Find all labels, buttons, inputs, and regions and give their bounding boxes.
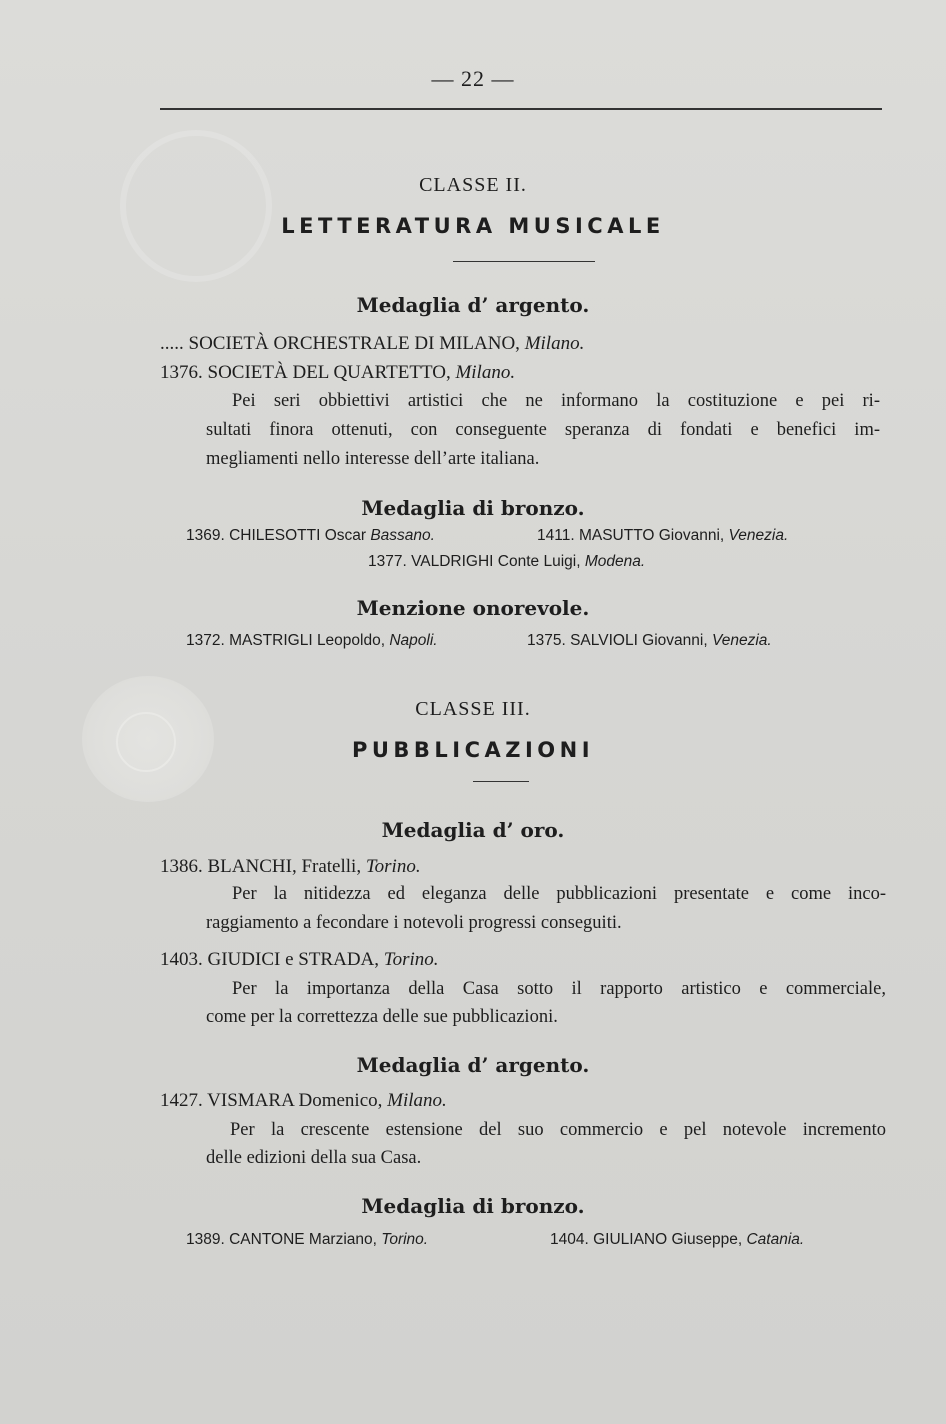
entry-text: 1375. SALVIOLI Giovanni,	[527, 632, 708, 649]
entry-city: Torino.	[381, 1231, 429, 1248]
entry-city: Bassano.	[370, 527, 435, 544]
entry-name: SOCIETÀ DEL QUARTETTO,	[207, 362, 451, 383]
entry-text: 1389. CANTONE Marziano,	[186, 1231, 377, 1248]
entry-city: Venezia.	[711, 632, 772, 649]
entry-name: BLANCHI, Fratelli,	[207, 856, 362, 877]
class-ii-bronze-heading: Medaglia di bronzo.	[361, 496, 585, 520]
entry-city: Milano.	[524, 333, 585, 354]
entry-city: Milano.	[387, 1090, 447, 1111]
entry-city: Modena.	[584, 553, 646, 570]
class-ii-silver-motivation-line-3: megliamenti nello interesse dell’arte italiana.	[206, 449, 540, 469]
class-ii-bronze-entry-3	[368, 553, 645, 571]
class-ii-title: LETTERATURA MUSICALE	[281, 214, 665, 238]
class-ii-honorable-entry-1	[186, 632, 438, 650]
entry-city: Catania.	[746, 1231, 805, 1248]
class-ii-bronze-entry-1	[186, 527, 435, 545]
class-ii-silver-heading: Medaglia d’ argento.	[356, 293, 590, 317]
class-iii-title-rule	[473, 781, 529, 782]
class-iii-gold-motivation-1-line-2: raggiamento a fecondare i notevoli progressi conseguiti.	[206, 913, 622, 933]
entry-number: 1427.	[160, 1090, 203, 1111]
class-ii-heading: CLASSE II.	[419, 174, 527, 196]
entry-city: Torino.	[365, 856, 421, 877]
class-iii-silver-heading: Medaglia d’ argento.	[356, 1053, 590, 1077]
entry-number: 1403.	[160, 949, 203, 970]
class-ii-silver-motivation-line-1: Pei seri obbiettivi artistici che ne informano la costituzione e pei ri-	[232, 391, 880, 411]
page-number: — 22 —	[431, 66, 515, 91]
header-rule	[160, 108, 882, 110]
class-ii-silver-entry-2	[160, 362, 515, 384]
entry-number: .....	[160, 333, 184, 354]
entry-city: Torino.	[383, 949, 439, 970]
entry-city: Venezia.	[728, 527, 789, 544]
class-iii-gold-motivation-2-line-2: come per la correttezza delle sue pubblicazioni.	[206, 1007, 558, 1027]
class-ii-honorable-entry-2	[527, 632, 772, 650]
entry-text: 1372. MASTRIGLI Leopoldo,	[186, 632, 386, 649]
class-iii-gold-entry-1	[160, 856, 421, 878]
class-ii-title-rule	[453, 261, 595, 262]
entry-text: 1404. GIULIANO Giuseppe,	[550, 1231, 743, 1248]
show-through-seal	[120, 130, 272, 282]
class-iii-bronze-entry-1	[186, 1231, 428, 1249]
class-iii-gold-entry-2	[160, 949, 439, 971]
class-iii-gold-motivation-2-line-1: Per la importanza della Casa sotto il rapporto artistico e commerciale,	[232, 979, 886, 999]
class-ii-bronze-entry-2	[537, 527, 788, 545]
class-iii-silver-motivation-line-2: delle edizioni della sua Casa.	[206, 1148, 422, 1168]
entry-city: Napoli.	[389, 632, 438, 649]
class-ii-silver-motivation-line-2: sultati finora ottenuti, con conseguente speranza di fondati e benefici im-	[206, 420, 880, 440]
class-iii-silver-entry	[160, 1090, 447, 1112]
entry-number: 1376.	[160, 362, 203, 383]
class-iii-bronze-heading: Medaglia di bronzo.	[361, 1194, 585, 1218]
class-iii-gold-heading: Medaglia d’ oro.	[381, 818, 565, 842]
class-iii-silver-motivation-line-1: Per la crescente estensione del suo commercio e pel notevole incremento	[230, 1120, 886, 1140]
class-iii-bronze-entry-2	[550, 1231, 804, 1249]
entry-number: 1386.	[160, 856, 203, 877]
entry-name: GIUDICI e STRADA,	[207, 949, 380, 970]
entry-text: 1377. VALDRIGHI Conte Luigi,	[368, 553, 581, 570]
class-ii-honorable-heading: Menzione onorevole.	[356, 596, 590, 620]
class-ii-silver-entry-1	[160, 333, 584, 355]
entry-city: Milano.	[455, 362, 516, 383]
entry-text: 1369. CHILESOTTI Oscar	[186, 527, 367, 544]
entry-text: 1411. MASUTTO Giovanni,	[537, 527, 725, 544]
class-iii-title: PUBBLICAZIONI	[351, 738, 595, 762]
class-iii-heading: CLASSE III.	[415, 698, 531, 720]
entry-name: SOCIETÀ ORCHESTRALE DI MILANO,	[188, 333, 520, 354]
entry-name: VISMARA Domenico,	[207, 1090, 383, 1111]
class-iii-gold-motivation-1-line-1: Per la nitidezza ed eleganza delle pubblicazioni presentate e come inco-	[232, 884, 886, 904]
